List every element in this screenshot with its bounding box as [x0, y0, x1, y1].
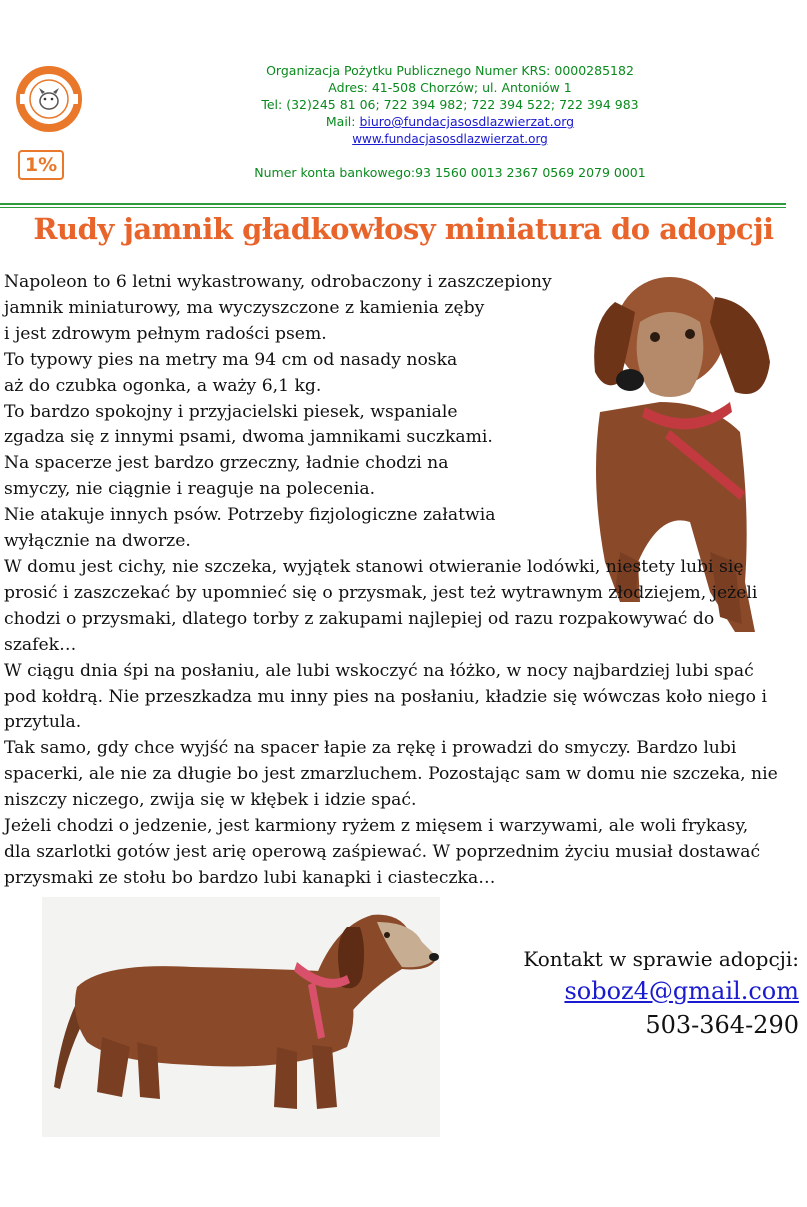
description-line: W domu jest cichy, nie szczeka, wyjątek stanowi otwieranie lodówki, niestety lubi się	[4, 556, 744, 577]
description-line: To typowy pies na metry ma 94 cm od nasady noska	[4, 349, 458, 370]
description-line: chodzi o przysmaki, dlatego torby z zakupami najlepiej od razu rozpakowywać do	[4, 608, 715, 629]
description	[4, 270, 804, 892]
foundation-logo	[16, 66, 82, 132]
contact-block	[523, 944, 799, 1042]
description-line: W ciągu dnia śpi na posłaniu, ale lubi wskoczyć na łóżko, w nocy najbardziej lubi spać	[4, 660, 754, 681]
header-divider	[0, 203, 786, 205]
phones-line: Tel: (32)245 81 06; 722 394 982; 722 394 522; 722 394 983	[261, 97, 639, 112]
description-line: jamnik miniaturowy, ma wyczyszczone z kamienia zęby	[4, 297, 485, 318]
mail-link[interactable]: biuro@fundacjasosdlazwierzat.org	[359, 114, 575, 129]
description-line: przytula.	[4, 712, 82, 733]
description-line: pod kołdrą. Nie przeszkadza mu inny pies na posłaniu, kładzie się wówczas koło niego i	[4, 686, 767, 707]
description-line: Napoleon to 6 letni wykastrowany, odrobaczony i zaszczepiony	[4, 272, 552, 292]
description-line: zgadza się z innymi psami, dwoma jamnikami suczkami.	[4, 427, 493, 448]
description-line: prosić i zaszczekać by upomnieć się o przysmak, jest też wytrawnym złodziejem, jeżeli	[4, 582, 758, 603]
description-line: Nie atakuje innych psów. Potrzeby fizjologiczne załatwia	[4, 505, 496, 526]
dog-photo-side	[42, 897, 440, 1137]
description-line: niszczy niczego, zwija się w kłębek i idzie spać.	[4, 790, 417, 811]
description-line: szafek…	[4, 634, 77, 655]
contact-phone: 503-364-290	[645, 1011, 799, 1039]
website-line	[150, 130, 750, 148]
contact-email-link[interactable]: soboz4@gmail.com	[564, 977, 799, 1005]
org-line: Organizacja Pożytku Publicznego Numer KRS: 0000285182	[266, 63, 634, 78]
page-title: Rudy jamnik gładkowłosy miniatura do adopcji	[33, 212, 774, 246]
header-divider-thin	[0, 207, 786, 208]
contact-label: Kontakt w sprawie adopcji:	[523, 947, 799, 971]
bank-account-line: Numer konta bankowego:93 1560 0013 2367 0569 2079 0001	[254, 165, 646, 180]
website-link[interactable]: www.fundacjasosdlazwierzat.org	[352, 132, 548, 146]
one-percent-badge: 1%	[18, 150, 64, 180]
description-line: dla szarlotki gotów jest arię operową zaśpiewać. W poprzednim życiu musiał dostawać	[4, 841, 761, 862]
description-line: Na spacerze jest bardzo grzeczny, ładnie chodzi na	[4, 453, 449, 474]
description-line: Jeżeli chodzi o jedzenie, jest karmiony ryżem z mięsem i warzywami, ale woli frykasy,	[4, 816, 749, 837]
mail-label: Mail:	[325, 114, 360, 129]
description-line: smyczy, nie ciągnie i reaguje na polecenia.	[4, 479, 376, 500]
description-line: i jest zdrowym pełnym radości psem.	[4, 323, 327, 344]
address-line: Adres: 41-508 Chorzów; ul. Antoniów 1	[328, 80, 572, 95]
description-line: przysmaki ze stołu bo bardzo lubi kanapki i ciasteczka…	[4, 867, 496, 888]
description-line: aż do czubka ogonka, a waży 6,1 kg.	[4, 375, 322, 396]
description-line: spacerki, ale nie za długie bo jest zmarzluchem. Pozostając sam w domu nie szczeka, nie	[4, 764, 778, 785]
description-line: Tak samo, gdy chce wyjść na spacer łapie za rękę i prowadzi do smyczy. Bardzo lubi	[4, 738, 737, 759]
description-line: wyłącznie na dworze.	[4, 531, 191, 552]
mail-line	[150, 113, 750, 131]
description-line: To bardzo spokojny i przyjacielski piesek, wspaniale	[4, 401, 458, 422]
